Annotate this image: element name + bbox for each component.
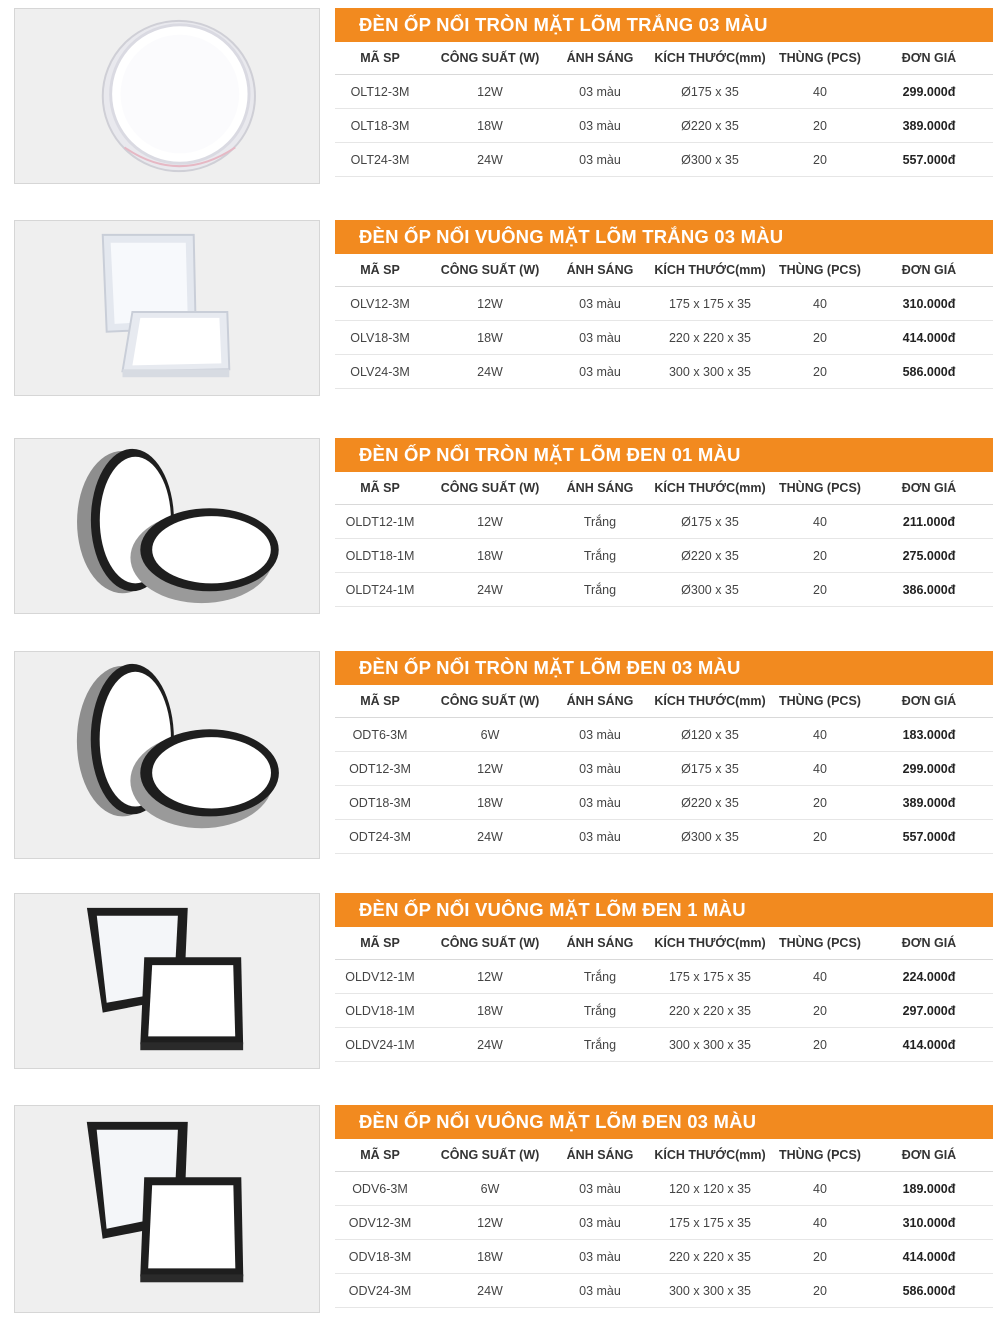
cell-size: Ø220 x 35 bbox=[645, 786, 775, 820]
cell-size: 220 x 220 x 35 bbox=[645, 994, 775, 1028]
header-light: ÁNH SÁNG bbox=[555, 254, 645, 287]
cell-code: OLT12-3M bbox=[335, 75, 425, 109]
cell-price: 211.000đ bbox=[865, 505, 993, 539]
cell-size: 220 x 220 x 35 bbox=[645, 1240, 775, 1274]
cell-power: 12W bbox=[425, 75, 555, 109]
header-power: CÔNG SUẤT (W) bbox=[425, 685, 555, 718]
table-row bbox=[335, 820, 993, 854]
cell-size: 175 x 175 x 35 bbox=[645, 287, 775, 321]
table-row bbox=[335, 321, 993, 355]
header-product-code: MÃ SP bbox=[335, 927, 425, 960]
cell-code: ODT24-3M bbox=[335, 820, 425, 854]
table-header-row bbox=[335, 927, 993, 960]
cell-size: Ø220 x 35 bbox=[645, 539, 775, 573]
cell-size: Ø300 x 35 bbox=[645, 820, 775, 854]
cell-light: Trắng bbox=[555, 539, 645, 573]
cell-power: 18W bbox=[425, 109, 555, 143]
table-row bbox=[335, 718, 993, 752]
cell-size: 120 x 120 x 35 bbox=[645, 1172, 775, 1206]
cell-carton: 40 bbox=[775, 287, 865, 321]
cell-size: 300 x 300 x 35 bbox=[645, 1274, 775, 1308]
table-header-row bbox=[335, 685, 993, 718]
header-price: ĐƠN GIÁ bbox=[865, 472, 993, 505]
cell-size: Ø175 x 35 bbox=[645, 752, 775, 786]
cell-code: OLDV24-1M bbox=[335, 1028, 425, 1062]
cell-power: 24W bbox=[425, 820, 555, 854]
cell-power: 24W bbox=[425, 1274, 555, 1308]
cell-light: 03 màu bbox=[555, 109, 645, 143]
product-photo-black-square bbox=[14, 893, 320, 1069]
header-size: KÍCH THƯỚC(mm) bbox=[645, 927, 775, 960]
section-title: ĐÈN ỐP NỔI VUÔNG MẶT LÕM ĐEN 1 MÀU bbox=[335, 893, 993, 927]
cell-light: 03 màu bbox=[555, 1206, 645, 1240]
cell-code: OLDT18-1M bbox=[335, 539, 425, 573]
table-row bbox=[335, 1274, 993, 1308]
header-product-code: MÃ SP bbox=[335, 472, 425, 505]
cell-power: 24W bbox=[425, 573, 555, 607]
cell-carton: 40 bbox=[775, 752, 865, 786]
cell-code: ODV6-3M bbox=[335, 1172, 425, 1206]
header-light: ÁNH SÁNG bbox=[555, 1139, 645, 1172]
cell-code: ODV18-3M bbox=[335, 1240, 425, 1274]
cell-price: 224.000đ bbox=[865, 960, 993, 994]
cell-price: 557.000đ bbox=[865, 143, 993, 177]
product-photo-black-square bbox=[14, 1105, 320, 1313]
product-photo-white-round bbox=[14, 8, 320, 184]
header-light: ÁNH SÁNG bbox=[555, 472, 645, 505]
cell-code: OLDV12-1M bbox=[335, 960, 425, 994]
header-size: KÍCH THƯỚC(mm) bbox=[645, 685, 775, 718]
table-row bbox=[335, 1240, 993, 1274]
cell-size: Ø300 x 35 bbox=[645, 143, 775, 177]
cell-light: 03 màu bbox=[555, 287, 645, 321]
cell-light: 03 màu bbox=[555, 75, 645, 109]
cell-code: ODV24-3M bbox=[335, 1274, 425, 1308]
cell-power: 18W bbox=[425, 1240, 555, 1274]
cell-carton: 20 bbox=[775, 1274, 865, 1308]
cell-code: OLT18-3M bbox=[335, 109, 425, 143]
table-row bbox=[335, 752, 993, 786]
cell-power: 6W bbox=[425, 1172, 555, 1206]
header-light: ÁNH SÁNG bbox=[555, 685, 645, 718]
cell-price: 386.000đ bbox=[865, 573, 993, 607]
cell-power: 24W bbox=[425, 355, 555, 389]
cell-carton: 40 bbox=[775, 75, 865, 109]
header-power: CÔNG SUẤT (W) bbox=[425, 472, 555, 505]
header-carton: THÙNG (PCS) bbox=[775, 42, 865, 75]
header-product-code: MÃ SP bbox=[335, 42, 425, 75]
cell-light: 03 màu bbox=[555, 143, 645, 177]
cell-light: Trắng bbox=[555, 505, 645, 539]
cell-price: 389.000đ bbox=[865, 786, 993, 820]
table-row bbox=[335, 960, 993, 994]
cell-carton: 20 bbox=[775, 1240, 865, 1274]
cell-carton: 20 bbox=[775, 786, 865, 820]
spec-table bbox=[335, 685, 993, 854]
header-carton: THÙNG (PCS) bbox=[775, 472, 865, 505]
cell-light: 03 màu bbox=[555, 820, 645, 854]
cell-price: 297.000đ bbox=[865, 994, 993, 1028]
cell-light: 03 màu bbox=[555, 321, 645, 355]
cell-power: 18W bbox=[425, 321, 555, 355]
header-price: ĐƠN GIÁ bbox=[865, 254, 993, 287]
header-price: ĐƠN GIÁ bbox=[865, 685, 993, 718]
table-row bbox=[335, 786, 993, 820]
cell-carton: 40 bbox=[775, 718, 865, 752]
spec-table bbox=[335, 42, 993, 177]
cell-size: 300 x 300 x 35 bbox=[645, 1028, 775, 1062]
cell-power: 12W bbox=[425, 1206, 555, 1240]
cell-power: 18W bbox=[425, 994, 555, 1028]
header-light: ÁNH SÁNG bbox=[555, 927, 645, 960]
cell-code: OLDT12-1M bbox=[335, 505, 425, 539]
table-row bbox=[335, 505, 993, 539]
spec-table bbox=[335, 254, 993, 389]
cell-code: OLDT24-1M bbox=[335, 573, 425, 607]
header-size: KÍCH THƯỚC(mm) bbox=[645, 472, 775, 505]
cell-carton: 20 bbox=[775, 573, 865, 607]
cell-power: 12W bbox=[425, 752, 555, 786]
cell-price: 557.000đ bbox=[865, 820, 993, 854]
cell-light: 03 màu bbox=[555, 752, 645, 786]
cell-carton: 40 bbox=[775, 505, 865, 539]
header-power: CÔNG SUẤT (W) bbox=[425, 254, 555, 287]
cell-carton: 20 bbox=[775, 321, 865, 355]
spec-table bbox=[335, 1139, 993, 1308]
table-header-row bbox=[335, 42, 993, 75]
table-row bbox=[335, 143, 993, 177]
cell-size: Ø120 x 35 bbox=[645, 718, 775, 752]
header-power: CÔNG SUẤT (W) bbox=[425, 1139, 555, 1172]
header-carton: THÙNG (PCS) bbox=[775, 685, 865, 718]
table-row bbox=[335, 75, 993, 109]
table-row bbox=[335, 1172, 993, 1206]
spec-table bbox=[335, 472, 993, 607]
cell-power: 6W bbox=[425, 718, 555, 752]
cell-light: 03 màu bbox=[555, 1274, 645, 1308]
cell-size: Ø175 x 35 bbox=[645, 505, 775, 539]
cell-power: 12W bbox=[425, 960, 555, 994]
cell-price: 183.000đ bbox=[865, 718, 993, 752]
header-carton: THÙNG (PCS) bbox=[775, 254, 865, 287]
table-row bbox=[335, 287, 993, 321]
cell-light: 03 màu bbox=[555, 786, 645, 820]
cell-size: Ø300 x 35 bbox=[645, 573, 775, 607]
cell-price: 310.000đ bbox=[865, 287, 993, 321]
cell-power: 12W bbox=[425, 287, 555, 321]
header-product-code: MÃ SP bbox=[335, 1139, 425, 1172]
header-size: KÍCH THƯỚC(mm) bbox=[645, 42, 775, 75]
header-product-code: MÃ SP bbox=[335, 254, 425, 287]
cell-light: 03 màu bbox=[555, 1172, 645, 1206]
cell-carton: 20 bbox=[775, 355, 865, 389]
cell-power: 12W bbox=[425, 505, 555, 539]
table-row bbox=[335, 573, 993, 607]
cell-price: 299.000đ bbox=[865, 752, 993, 786]
cell-power: 24W bbox=[425, 143, 555, 177]
table-row bbox=[335, 994, 993, 1028]
cell-carton: 40 bbox=[775, 960, 865, 994]
header-power: CÔNG SUẤT (W) bbox=[425, 42, 555, 75]
cell-code: ODV12-3M bbox=[335, 1206, 425, 1240]
cell-price: 586.000đ bbox=[865, 1274, 993, 1308]
header-carton: THÙNG (PCS) bbox=[775, 1139, 865, 1172]
cell-price: 414.000đ bbox=[865, 1240, 993, 1274]
cell-carton: 20 bbox=[775, 143, 865, 177]
table-row bbox=[335, 1206, 993, 1240]
cell-power: 18W bbox=[425, 786, 555, 820]
header-price: ĐƠN GIÁ bbox=[865, 927, 993, 960]
cell-code: OLDV18-1M bbox=[335, 994, 425, 1028]
cell-light: 03 màu bbox=[555, 355, 645, 389]
table-row bbox=[335, 539, 993, 573]
section-title: ĐÈN ỐP NỔI TRÒN MẶT LÕM ĐEN 03 MÀU bbox=[335, 651, 993, 685]
cell-light: Trắng bbox=[555, 1028, 645, 1062]
header-power: CÔNG SUẤT (W) bbox=[425, 927, 555, 960]
section-title: ĐÈN ỐP NỔI TRÒN MẶT LÕM TRẮNG 03 MÀU bbox=[335, 8, 993, 42]
cell-light: Trắng bbox=[555, 994, 645, 1028]
cell-size: 300 x 300 x 35 bbox=[645, 355, 775, 389]
cell-price: 586.000đ bbox=[865, 355, 993, 389]
table-row bbox=[335, 109, 993, 143]
cell-code: ODT18-3M bbox=[335, 786, 425, 820]
cell-light: 03 màu bbox=[555, 718, 645, 752]
cell-code: ODT12-3M bbox=[335, 752, 425, 786]
cell-code: OLT24-3M bbox=[335, 143, 425, 177]
header-product-code: MÃ SP bbox=[335, 685, 425, 718]
product-photo-black-round bbox=[14, 651, 320, 859]
cell-power: 24W bbox=[425, 1028, 555, 1062]
cell-size: 220 x 220 x 35 bbox=[645, 321, 775, 355]
header-carton: THÙNG (PCS) bbox=[775, 927, 865, 960]
header-light: ÁNH SÁNG bbox=[555, 42, 645, 75]
cell-size: 175 x 175 x 35 bbox=[645, 960, 775, 994]
table-header-row bbox=[335, 1139, 993, 1172]
product-photo-white-square bbox=[14, 220, 320, 396]
cell-carton: 20 bbox=[775, 109, 865, 143]
table-row bbox=[335, 355, 993, 389]
section-title: ĐÈN ỐP NỔI VUÔNG MẶT LÕM TRẮNG 03 MÀU bbox=[335, 220, 993, 254]
product-photo-black-round bbox=[14, 438, 320, 614]
cell-price: 389.000đ bbox=[865, 109, 993, 143]
cell-light: Trắng bbox=[555, 960, 645, 994]
cell-price: 299.000đ bbox=[865, 75, 993, 109]
section-title: ĐÈN ỐP NỔI VUÔNG MẶT LÕM ĐEN 03 MÀU bbox=[335, 1105, 993, 1139]
cell-size: Ø220 x 35 bbox=[645, 109, 775, 143]
cell-price: 414.000đ bbox=[865, 321, 993, 355]
cell-carton: 20 bbox=[775, 1028, 865, 1062]
section-title: ĐÈN ỐP NỔI TRÒN MẶT LÕM ĐEN 01 MÀU bbox=[335, 438, 993, 472]
cell-power: 18W bbox=[425, 539, 555, 573]
cell-code: OLV12-3M bbox=[335, 287, 425, 321]
cell-price: 275.000đ bbox=[865, 539, 993, 573]
cell-carton: 40 bbox=[775, 1172, 865, 1206]
cell-price: 189.000đ bbox=[865, 1172, 993, 1206]
cell-carton: 40 bbox=[775, 1206, 865, 1240]
header-price: ĐƠN GIÁ bbox=[865, 1139, 993, 1172]
cell-light: 03 màu bbox=[555, 1240, 645, 1274]
header-size: KÍCH THƯỚC(mm) bbox=[645, 254, 775, 287]
cell-size: Ø175 x 35 bbox=[645, 75, 775, 109]
spec-table bbox=[335, 927, 993, 1062]
cell-carton: 20 bbox=[775, 820, 865, 854]
cell-carton: 20 bbox=[775, 539, 865, 573]
cell-price: 310.000đ bbox=[865, 1206, 993, 1240]
table-header-row bbox=[335, 254, 993, 287]
table-row bbox=[335, 1028, 993, 1062]
cell-carton: 20 bbox=[775, 994, 865, 1028]
cell-code: ODT6-3M bbox=[335, 718, 425, 752]
cell-price: 414.000đ bbox=[865, 1028, 993, 1062]
cell-code: OLV24-3M bbox=[335, 355, 425, 389]
cell-light: Trắng bbox=[555, 573, 645, 607]
table-header-row bbox=[335, 472, 993, 505]
header-size: KÍCH THƯỚC(mm) bbox=[645, 1139, 775, 1172]
header-price: ĐƠN GIÁ bbox=[865, 42, 993, 75]
cell-code: OLV18-3M bbox=[335, 321, 425, 355]
cell-size: 175 x 175 x 35 bbox=[645, 1206, 775, 1240]
